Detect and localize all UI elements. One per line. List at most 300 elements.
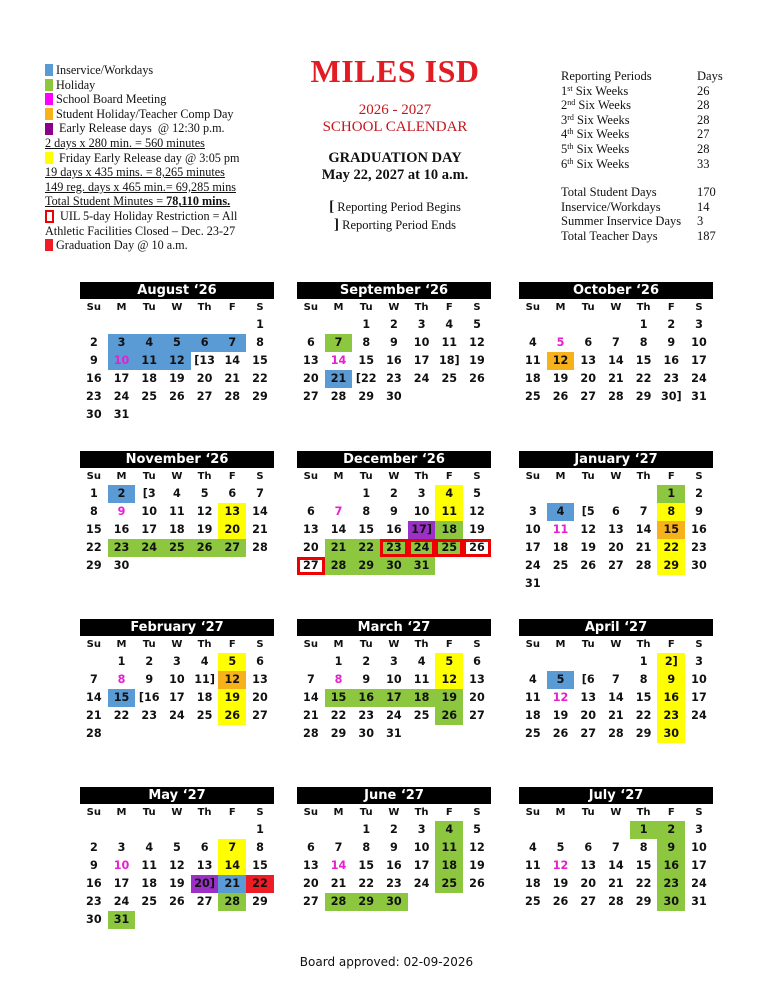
calendar-day: 9	[117, 505, 126, 518]
empty-cell	[574, 316, 602, 334]
month-grid	[519, 299, 713, 406]
calendar-day: 17	[413, 354, 430, 367]
calendar-day: 5	[556, 336, 565, 349]
calendar-day: 3	[695, 823, 703, 836]
legend-board-meeting	[45, 92, 290, 107]
calendar-subtitle: SCHOOL CALENDAR	[322, 119, 468, 135]
calendar-day: 9	[695, 505, 703, 518]
month-calendar	[80, 619, 274, 743]
calendar-day: 21	[325, 539, 353, 557]
calendar-day: 6	[200, 841, 209, 854]
calendar-day: 22	[657, 539, 685, 557]
calendar-day: 4	[547, 503, 575, 521]
calendar-day: 11	[135, 352, 163, 370]
empty-cell	[80, 316, 108, 334]
calendar-day: 2	[362, 655, 371, 668]
weekday-header: M	[555, 807, 566, 818]
district-title: MILES ISD	[310, 53, 480, 89]
calendar-day: 20	[196, 372, 213, 385]
empty-cell	[602, 653, 630, 671]
calendar-day: 29	[657, 557, 685, 575]
calendar-day: 23	[108, 539, 136, 557]
weekday-header: S	[695, 471, 703, 482]
calendar-day: [16	[138, 691, 160, 704]
calendar-day: 28	[224, 390, 241, 403]
calendar-day: 14	[86, 691, 102, 704]
calendar-day: 5	[473, 318, 481, 331]
calendar-day: 23	[657, 875, 685, 893]
calendar-day: 28	[86, 727, 102, 740]
period-row	[561, 157, 741, 172]
month-grid	[297, 468, 491, 575]
holiday-swatch-icon	[45, 79, 53, 91]
empty-cell	[574, 821, 602, 839]
calendar-day: 1	[630, 821, 658, 839]
calendar-day: 17	[413, 859, 430, 872]
month-grid	[80, 468, 274, 575]
calendar-day: 24	[113, 390, 130, 403]
weekday-header: Tu	[142, 639, 156, 650]
calendar-day: [13	[194, 354, 215, 367]
calendar-day: 23	[86, 390, 102, 403]
weekday-header: W	[388, 302, 400, 313]
calendar-day: 19	[435, 689, 463, 707]
month-calendar	[297, 619, 491, 743]
calendar-day: 24	[525, 559, 541, 572]
calendar-day: 15	[108, 689, 136, 707]
calendar-day: 19	[580, 541, 596, 554]
period-days: 26	[697, 83, 710, 98]
calendar-day: 7	[325, 334, 353, 352]
weekday-header: W	[610, 471, 622, 482]
empty-cell	[325, 485, 353, 503]
month-header: January ‘27	[519, 451, 713, 468]
open-bracket-icon: [	[329, 199, 335, 215]
empty-cell	[218, 316, 246, 334]
calendar-day: 7	[639, 505, 648, 518]
calendar-day: 4	[135, 334, 163, 352]
weekday-header: Th	[197, 471, 212, 482]
weekday-header: Th	[636, 807, 651, 818]
calendar-day: 21	[325, 370, 353, 388]
calendar-day: 19	[469, 354, 485, 367]
total-value: 187	[697, 228, 716, 243]
calendar-day: 3	[417, 487, 426, 500]
period-label: 2nd Six Weeks	[561, 98, 631, 113]
calendar-day: 8	[639, 336, 648, 349]
calendar-day: 17	[380, 689, 408, 707]
empty-cell	[325, 821, 353, 839]
calendar-day: 18	[141, 372, 157, 385]
month-header: June ‘27	[297, 787, 491, 804]
calendar-day: 31	[525, 577, 541, 590]
calendar-day: 23	[86, 895, 102, 908]
calendar-day: 29	[358, 390, 374, 403]
weekday-header: Su	[86, 807, 101, 818]
weekday-header: S	[256, 639, 264, 650]
calendar-day: 21	[252, 523, 268, 536]
calendar-day: 19	[552, 877, 569, 890]
calendar-day: 30	[691, 559, 707, 572]
calendar-day: 29	[635, 727, 652, 740]
calendar-day: 16	[657, 857, 685, 875]
calendar-day: 19	[196, 523, 213, 536]
weekday-header: Su	[525, 807, 540, 818]
calendar-day: 12	[196, 505, 213, 518]
weekday-header: F	[445, 471, 453, 482]
calendar-day: 15	[358, 859, 374, 872]
weekday-header: Th	[414, 807, 429, 818]
calendar-day: 24	[691, 877, 707, 890]
weekday-header: Su	[86, 302, 101, 313]
calendar-day: 23	[380, 539, 408, 557]
calendar-day: 2	[145, 655, 154, 668]
calendar-day: 29	[352, 893, 380, 911]
empty-cell	[602, 821, 630, 839]
calendar-day: 2	[667, 318, 676, 331]
month-calendar	[80, 282, 274, 424]
weekday-header: W	[171, 639, 183, 650]
calendar-day: 18	[525, 372, 541, 385]
calendar-day: 16	[386, 859, 402, 872]
calendar-day: 19	[469, 859, 485, 872]
calendar-day: 9	[390, 336, 398, 349]
empty-cell	[191, 316, 219, 334]
weekday-header: Tu	[142, 302, 156, 313]
weekday-header: W	[388, 639, 400, 650]
calendar-day: 1	[117, 655, 126, 668]
weekday-header: Tu	[581, 302, 595, 313]
empty-cell	[218, 821, 246, 839]
weekday-header: Th	[636, 302, 651, 313]
weekday-header: Th	[636, 471, 651, 482]
period-label: 1st Six Weeks	[561, 83, 629, 98]
calendar-day: 7	[218, 839, 246, 857]
stats-header	[561, 69, 741, 84]
empty-cell	[547, 316, 575, 334]
month-calendar	[519, 451, 713, 593]
calendar-day: 28	[608, 727, 624, 740]
calendar-day: 2	[390, 318, 398, 331]
calendar-day: 5	[473, 487, 481, 500]
calendar-day: 26	[435, 707, 463, 725]
calendar-day: 6	[473, 655, 481, 668]
calendar-day: 8	[117, 673, 126, 686]
calendar-day: 4	[435, 821, 463, 839]
weekday-header: M	[116, 639, 127, 650]
reporting-periods-table	[561, 69, 741, 244]
legend-uil-restriction	[45, 209, 290, 224]
weekday-header: W	[171, 471, 183, 482]
calendar-day: 1	[334, 655, 343, 668]
calendar-day: 10	[386, 673, 402, 686]
calendar-day: 9	[657, 671, 685, 689]
legend-label: UIL 5-day Holiday Restriction = All	[57, 208, 238, 223]
calendar-day: 28	[608, 390, 624, 403]
month-grid	[297, 804, 491, 911]
calendar-day: 11	[141, 859, 157, 872]
empty-cell	[108, 316, 136, 334]
calendar-day: 12	[218, 671, 246, 689]
month-grid	[80, 299, 274, 424]
calendar-day: 8	[362, 505, 371, 518]
calendar-day: 27	[303, 895, 319, 908]
weekday-header: Tu	[581, 471, 595, 482]
month-calendar	[80, 451, 274, 575]
period-row	[561, 127, 741, 142]
calendar-day: 29	[330, 727, 347, 740]
calendar-day: 31	[108, 911, 136, 929]
calendar-day: 27	[608, 559, 624, 572]
calendar-day: 15	[358, 354, 374, 367]
weekday-header: Tu	[359, 639, 373, 650]
calendar-day: 8	[256, 841, 264, 854]
calendar-day: 6	[306, 841, 315, 854]
calendar-day: 27	[580, 727, 596, 740]
month-grid	[519, 468, 713, 593]
calendar-day: 20	[218, 521, 246, 539]
calendar-day: 22	[252, 372, 268, 385]
calendar-day: 25	[441, 372, 458, 385]
calendar-day: 30	[86, 913, 102, 926]
period-days: 28	[697, 112, 710, 127]
total-row	[561, 229, 741, 244]
calendar-day: 6	[612, 505, 620, 518]
calendar-day: 11	[435, 839, 463, 857]
weekday-header: Su	[303, 807, 318, 818]
empty-cell	[135, 316, 163, 334]
calendar-day: 29	[352, 557, 380, 575]
empty-cell	[574, 653, 602, 671]
calendar-day: 30	[358, 727, 374, 740]
calendar-day: 24	[169, 709, 185, 722]
calendar-day: 1	[362, 823, 371, 836]
calendar-day: 24	[113, 895, 130, 908]
weekday-header: Su	[86, 639, 101, 650]
weekday-header: Su	[86, 471, 101, 482]
weekday-header: F	[228, 471, 236, 482]
calendar-day: 18	[552, 541, 569, 554]
month-grid	[297, 636, 491, 743]
calendar-day: 27	[303, 390, 319, 403]
calendar-day: 6	[584, 841, 593, 854]
calendar-day: 22	[635, 372, 652, 385]
calendar-day: 30	[657, 893, 685, 911]
calendar-day: 5	[473, 823, 481, 836]
calendar-day: 22	[358, 877, 374, 890]
calendar-day: 25	[413, 709, 430, 722]
calendar-day: 14	[635, 523, 652, 536]
calendar-day: 5	[435, 653, 463, 671]
calendar-day: 13	[196, 859, 213, 872]
calendar-day: 18	[196, 691, 213, 704]
calendar-day: 25	[435, 539, 463, 557]
weekday-header: F	[228, 302, 236, 313]
calendar-day: 1	[657, 485, 685, 503]
calendar-day: 10	[691, 673, 707, 686]
calendar-day: 12	[469, 336, 485, 349]
weekday-header: M	[555, 639, 566, 650]
calendar-day: 20	[303, 372, 319, 385]
graduation-title: GRADUATION DAY	[328, 150, 462, 166]
calendar-day: 17	[691, 691, 707, 704]
stats-header-value: Days	[697, 69, 723, 83]
weekday-header: M	[555, 302, 566, 313]
calendar-day: 10	[141, 505, 157, 518]
calendar-day: 12	[552, 859, 569, 872]
calendar-day: 2	[108, 485, 136, 503]
calendar-day: 3	[108, 334, 136, 352]
calendar-day: 9	[390, 841, 398, 854]
calendar-day: 12	[547, 352, 575, 370]
calendar-day: 19	[169, 877, 185, 890]
calendar-day: 10	[691, 841, 707, 854]
empty-cell	[297, 653, 325, 671]
weekday-header: W	[171, 807, 183, 818]
calendar-day: 9	[89, 859, 98, 872]
calendar-day: 14	[252, 505, 268, 518]
period-label: 4th Six Weeks	[561, 127, 630, 142]
early-release-calc: 2 days x 280 min. = 560 minutes	[45, 135, 205, 150]
calendar-day: 11]	[194, 673, 215, 686]
calendar-day: 7	[256, 487, 264, 500]
month-header: December ‘26	[297, 451, 491, 468]
calendar-day: 3	[695, 655, 703, 668]
calendar-day: 7	[334, 841, 343, 854]
total-student-minutes	[45, 194, 290, 209]
calendar-day: 2	[390, 823, 398, 836]
calendar-day: 20	[252, 691, 268, 704]
calendar-day: 22	[352, 539, 380, 557]
calendar-day: 3	[695, 318, 703, 331]
total-minutes-label: Total Student Minutes =	[45, 194, 167, 209]
calendar-day: 9	[362, 673, 371, 686]
calendar-day: 2	[390, 487, 398, 500]
calendar-day: 20	[580, 372, 596, 385]
calendar-day: 5	[200, 487, 209, 500]
calendar-day: 13	[252, 673, 268, 686]
calendar-day: 14	[330, 859, 347, 872]
calendar-day: 4	[435, 485, 463, 503]
legend-label: Friday Early Release day @ 3:05 pm	[56, 150, 240, 165]
calendar-day: 7	[334, 505, 343, 518]
graduation-swatch-icon	[45, 239, 53, 251]
calendar-day: 17]	[408, 521, 436, 539]
calendar-day: 26	[469, 372, 485, 385]
total-row	[561, 214, 741, 229]
calendar-day: 17	[691, 859, 707, 872]
calendar-day: 13	[469, 673, 485, 686]
weekday-header: W	[388, 471, 400, 482]
rp-begins	[290, 198, 500, 216]
weekday-header: F	[445, 302, 453, 313]
month-grid	[519, 636, 713, 743]
calendar-day: 18	[435, 857, 463, 875]
calendar-day: 24	[691, 372, 707, 385]
calendar-day: 14	[330, 354, 347, 367]
calendar-day: 7	[612, 336, 620, 349]
weekday-header: F	[667, 639, 675, 650]
rp-begins-label: Reporting Period Begins	[334, 200, 461, 214]
calendar-day: 5	[556, 841, 565, 854]
calendar-day: 22	[86, 541, 102, 554]
calendar-day: 27	[252, 709, 268, 722]
calendar-day: 2	[89, 841, 98, 854]
month-header: October ‘26	[519, 282, 713, 299]
calendar-day: [6	[581, 673, 595, 686]
calendar-day: 10	[525, 523, 541, 536]
calendar-day: 14	[224, 354, 241, 367]
month-calendar	[297, 451, 491, 575]
total-label: Total Student Days	[561, 185, 657, 200]
calendar-day: 17	[691, 354, 707, 367]
uil-restriction-detail: Athletic Facilities Closed – Dec. 23-27	[45, 223, 236, 238]
month-header: February ‘27	[80, 619, 274, 636]
month-calendar	[297, 787, 491, 911]
calendar-day: 1	[256, 318, 264, 331]
month-calendar	[519, 619, 713, 743]
calendar-day: 29	[252, 895, 268, 908]
period-row	[561, 84, 741, 99]
calendar-day: 15	[252, 354, 268, 367]
calendar-day: 29	[86, 559, 102, 572]
calendar-day: 25	[552, 559, 569, 572]
calendar-day: 10	[169, 673, 185, 686]
calendar-day: 15	[325, 689, 353, 707]
calendar-day: 25	[525, 895, 541, 908]
calendar-day: 25	[196, 709, 213, 722]
calendar-day: 15	[86, 523, 102, 536]
calendar-day: 16	[86, 877, 102, 890]
period-label: 6th Six Weeks	[561, 156, 630, 171]
calendar-day: 13	[580, 691, 596, 704]
weekday-header: M	[555, 471, 566, 482]
month-calendar	[297, 282, 491, 406]
empty-cell	[163, 821, 191, 839]
calendar-day: 29	[635, 390, 652, 403]
calendar-day: 12	[469, 505, 485, 518]
calendar-day: 18	[435, 521, 463, 539]
weekday-header: Tu	[581, 639, 595, 650]
close-bracket-icon: ]	[333, 217, 339, 233]
calendar-day: 9	[667, 336, 676, 349]
calendar-day: 26	[469, 877, 485, 890]
weekday-header: W	[610, 302, 622, 313]
weekday-header: W	[610, 639, 622, 650]
calendar-day: 27	[297, 557, 325, 575]
calendar-day: 26	[169, 895, 185, 908]
calendar-day: 1	[639, 655, 648, 668]
calendar-day: 18	[169, 523, 185, 536]
calendar-day: 25	[163, 539, 191, 557]
calendar-day: 28	[325, 557, 353, 575]
weekday-header: F	[667, 302, 675, 313]
calendar-day: 2	[657, 821, 685, 839]
board-approved-footer: Board approved: 02-09-2026	[299, 955, 474, 969]
empty-cell	[547, 653, 575, 671]
calendar-day: 17	[169, 691, 185, 704]
calendar-day: 11	[435, 503, 463, 521]
calendar-day: 14	[608, 354, 624, 367]
month-header: March ‘27	[297, 619, 491, 636]
calendar-day: 5	[173, 841, 181, 854]
total-label: Summer Inservice Days	[561, 214, 682, 229]
month-grid	[297, 299, 491, 406]
month-calendar	[519, 282, 713, 406]
calendar-day: 26	[218, 707, 246, 725]
legend-label: School Board Meeting	[56, 92, 167, 107]
calendar-day: 5	[163, 334, 191, 352]
